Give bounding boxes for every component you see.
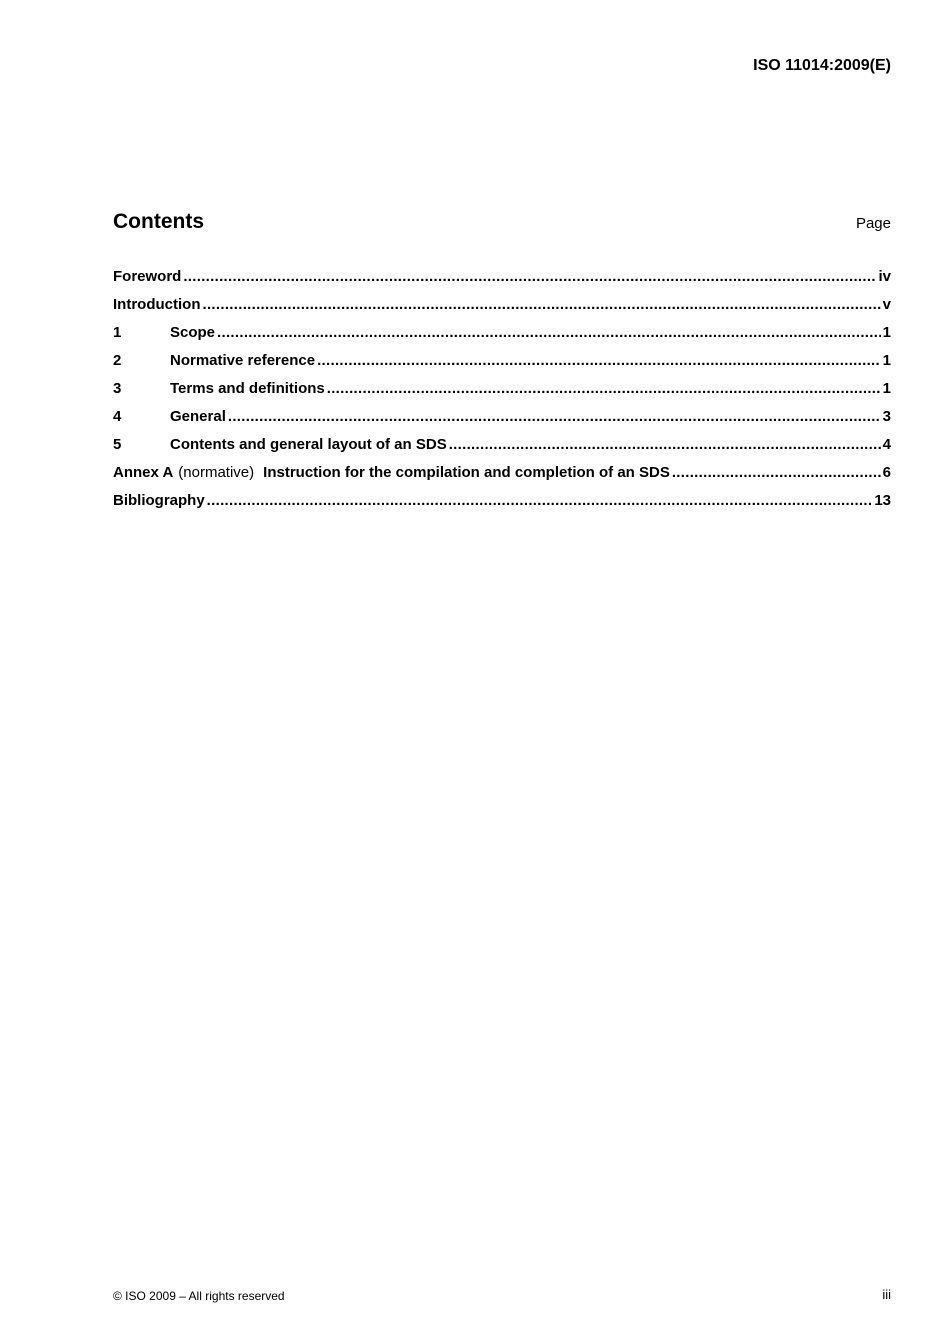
toc-entry-contents-and-layout[interactable] [113,434,891,462]
toc-entry-scope[interactable] [113,322,891,350]
toc-entry-title: Foreword [113,268,182,285]
toc-dot-leader [672,462,881,484]
copyright-notice: © ISO 2009 – All rights reserved [113,1289,285,1303]
toc-entry-title: Scope [170,324,216,341]
toc-entry-foreword[interactable] [113,266,891,294]
toc-entry-number: 5 [113,436,122,453]
toc-dot-leader [217,322,881,344]
toc-entry-title: Terms and definitions [170,380,325,397]
toc-dot-leader [449,434,881,456]
toc-entry-title: General [170,408,226,425]
toc-entry-introduction[interactable] [113,294,891,322]
toc-entry-page: 4 [882,436,891,453]
toc-entry-title: Introduction [113,296,201,313]
page-number: iii [882,1287,891,1302]
annex-label: Annex A [113,464,174,481]
toc-dot-leader [183,266,876,288]
toc-dot-leader [202,294,880,316]
toc-entry-title: Bibliography [113,492,205,509]
toc-dot-leader [317,350,881,372]
toc-dot-leader [207,490,873,512]
table-of-contents [113,266,891,518]
document-id: ISO 11014:2009(E) [753,57,891,74]
toc-entry-page: 1 [882,324,891,341]
toc-entry-page: 13 [874,492,891,509]
toc-entry-title: Contents and general layout of an SDS [170,436,447,453]
toc-entry-annex-a[interactable] [113,462,891,490]
toc-entry-page: 3 [882,408,891,425]
toc-entry-number: 1 [113,324,122,341]
toc-dot-leader [327,378,881,400]
toc-entry-page: 6 [882,464,891,481]
toc-entry-page: v [882,296,891,313]
annex-type: (normative) [178,464,255,481]
page-column-label: Page [855,215,891,232]
toc-entry-page: 1 [882,352,891,369]
toc-dot-leader [228,406,881,428]
toc-entry-bibliography[interactable] [113,490,891,518]
toc-entry-title: Instruction for the compilation and completion of an SDS [263,464,670,481]
toc-entry-page: 1 [882,380,891,397]
toc-entry-general[interactable] [113,406,891,434]
toc-entry-normative-reference[interactable] [113,350,891,378]
toc-entry-page: iv [878,268,891,285]
toc-entry-number: 3 [113,380,122,397]
contents-header [113,208,891,238]
toc-entry-terms-and-definitions[interactable] [113,378,891,406]
toc-entry-title: Normative reference [170,352,316,369]
toc-entry-number: 2 [113,352,122,369]
contents-title: Contents [113,210,204,233]
toc-entry-number: 4 [113,408,122,425]
